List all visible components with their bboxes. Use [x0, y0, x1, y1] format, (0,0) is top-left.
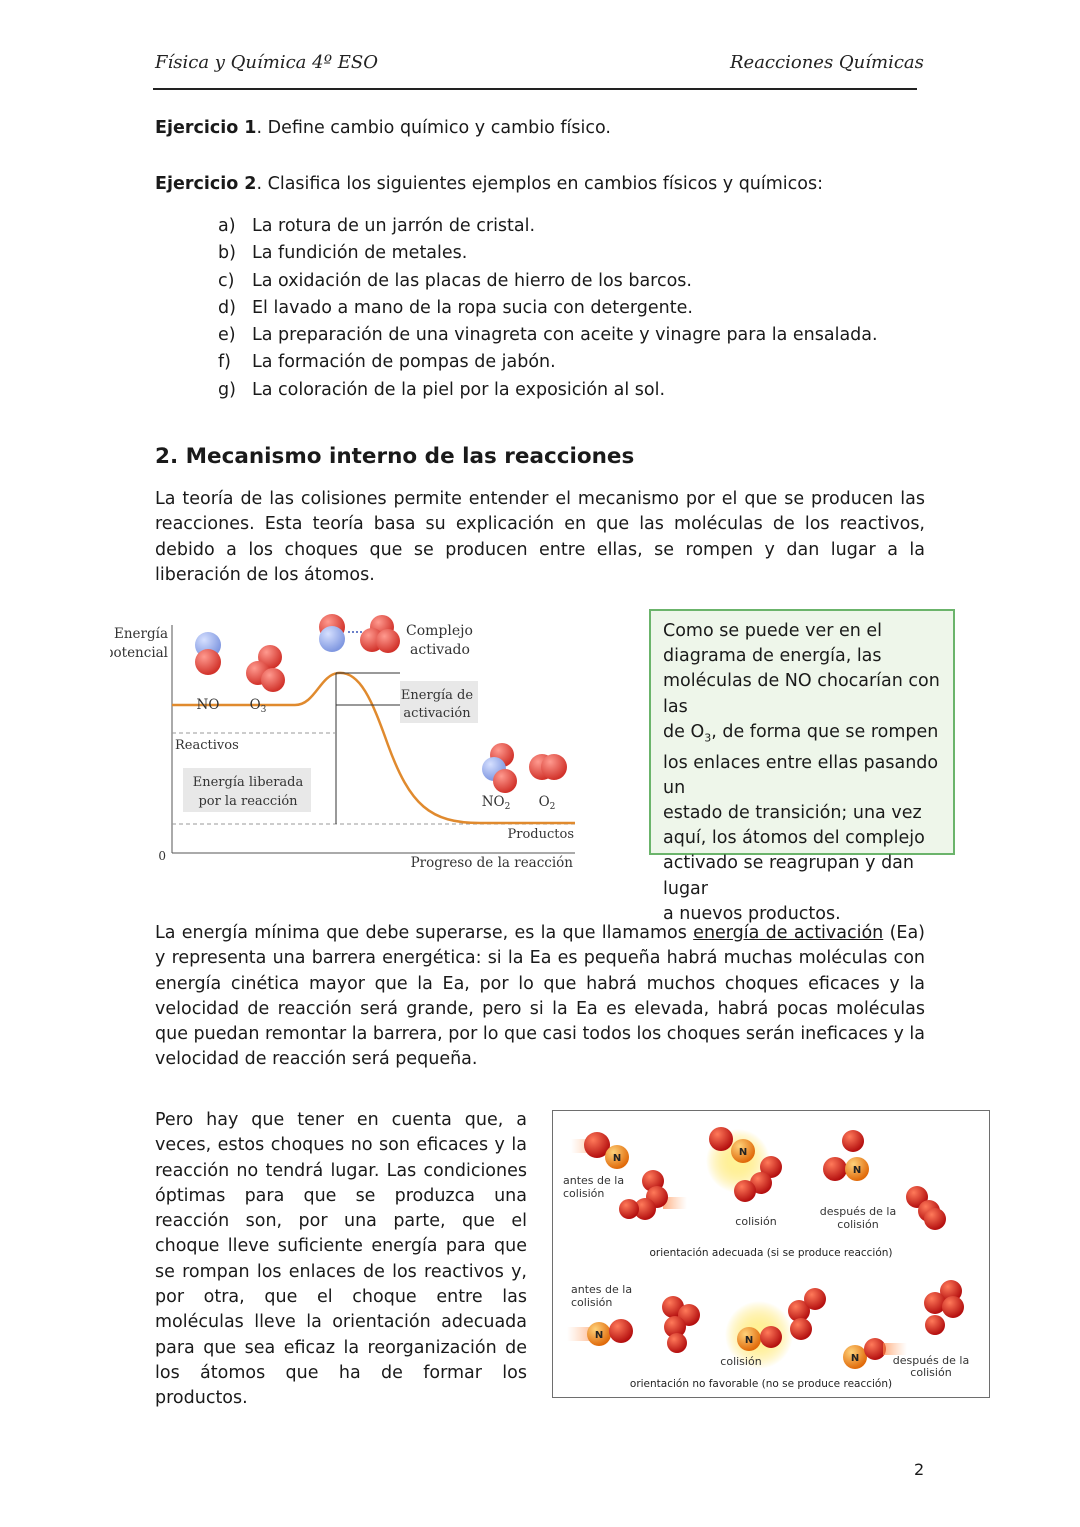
svg-text:N: N	[744, 1335, 754, 1346]
list-item	[218, 240, 878, 267]
molecule-O3	[246, 645, 285, 692]
svg-text:N: N	[852, 1165, 862, 1176]
orientation-paragraph: Pero hay que tener en cuenta que, a veces, estos choques no son eficaces y la reacción no tendrá lugar. Las condiciones óptimas para que se produzca una reacción son, por una parte, que el choque lleve suficiente energía para que se rompan los enlaces de los reactivos y, por otra, que el choque entre las moléculas lleve la orientación adecuada para que sea eficaz la reorganización de los átomos que ha de formar los productos.	[155, 1110, 527, 1409]
zero-label: 0	[158, 849, 166, 863]
box-line: los enlaces entre ellas pasando un	[663, 752, 939, 798]
item-text: La preparación de una vinagreta con aceite y vinagre para la ensalada.	[252, 325, 878, 346]
box-line: estado de transición; una vez	[663, 802, 922, 823]
item-text: La rotura de un jarrón de cristal.	[252, 216, 536, 236]
molecule-O2	[529, 754, 567, 780]
item-letter: c)	[218, 270, 235, 291]
after-label-1b: después de la	[892, 1354, 970, 1367]
box-line: Como se puede ver en el	[663, 621, 883, 641]
item-letter: g)	[218, 379, 236, 400]
list-item	[218, 268, 878, 295]
complex-label-1: Complejo	[406, 623, 473, 639]
caption-good-orientation: orientación adecuada (si se produce reacción)	[649, 1247, 893, 1259]
before-label-2: colisión	[563, 1187, 605, 1200]
item-text: La coloración de la piel por la exposición al sol.	[252, 379, 666, 400]
after-label-2: colisión	[837, 1218, 879, 1231]
label-NO: NO	[196, 697, 220, 713]
svg-text:N: N	[850, 1353, 860, 1364]
list-item	[218, 322, 878, 349]
header-divider	[153, 88, 917, 90]
exercise-2-text: . Clasifica los siguientes ejemplos en cambios físicos y químicos:	[256, 174, 824, 194]
list-item	[218, 213, 878, 240]
y-axis-label-2: potencial	[110, 645, 168, 661]
item-text: El lavado a mano de la ropa sucia con detergente.	[252, 297, 693, 318]
box-line: activado se reagrupan y dan lugar	[663, 853, 914, 899]
svg-text:N: N	[738, 1147, 748, 1158]
complex-label-2: activado	[410, 642, 470, 658]
energy-diagram-svg	[110, 605, 590, 880]
before-label-1: antes de la	[563, 1174, 625, 1187]
label-O2: $O_2$	[538, 794, 556, 812]
collision-figure	[552, 1110, 990, 1398]
item-letter: b)	[218, 243, 236, 264]
item-letter: d)	[218, 297, 236, 318]
header-subject: Física y Química 4º ESO	[155, 52, 378, 73]
list-item	[218, 349, 878, 376]
after-label-1: después de la	[819, 1205, 897, 1218]
caption-bad-orientation: orientación no favorable (no se produce reacción)	[629, 1378, 893, 1390]
exercise-1-text: . Define cambio químico y cambio físico.	[256, 118, 611, 138]
released-label-1: Energía liberada	[192, 775, 304, 790]
products-label: Productos	[507, 827, 574, 842]
after-label-2b: colisión	[910, 1366, 952, 1379]
x-axis-label: Progreso de la reacción	[410, 855, 573, 871]
diagram-explanation-box	[649, 609, 955, 924]
section-intro: La teoría de las colisiones permite entender el mecanismo por el que se producen las reacciones. Esta teoría basa su explicación en que las moléculas de los reactivos, debido a los choques que se producen entre ellas, se rompen y dan lugar a la liberación de los átomos.	[155, 489, 925, 585]
before-label-1b: antes de la	[571, 1283, 633, 1296]
collision-label: colisión	[735, 1215, 777, 1228]
collision-label-b: colisión	[720, 1355, 762, 1368]
list-item	[218, 377, 878, 404]
item-text: La oxidación de las placas de hierro de los barcos.	[252, 270, 692, 291]
list-item	[218, 295, 878, 322]
box-line: aquí, los átomos del complejo	[663, 828, 925, 849]
page-number: 2	[914, 1460, 925, 1479]
section-title: 2. Mecanismo interno de las reacciones	[155, 444, 635, 469]
activation-label-2: activación	[403, 706, 471, 721]
box-line: de $O_3$, de forma que se rompen	[663, 721, 939, 745]
activation-label-1: Energía de	[400, 688, 474, 703]
exercise-1-label: Ejercicio 1	[155, 118, 257, 138]
molecule-NO2	[482, 743, 517, 793]
activation-energy-paragraph: La energía mínima que debe superarse, es la que llamamos energía de activación (Ea) y representa una barrera energética: si la Ea es pequeña habrá muchas moléculas con energía cinética mayor que la Ea, por lo que habrá muchos choques eficaces y la velocidad de reacción será grande, pero si la Ea es elevada, habrá pocas moléculas que puedan remontar la barrera, por lo que casi todos los choques serán ineficaces y la velocidad de reacción será pequeña.	[155, 923, 926, 1070]
svg-text:N: N	[594, 1330, 604, 1341]
activation-energy-term: energía de activación	[693, 923, 884, 943]
y-axis-label-1: Energía	[114, 626, 168, 642]
box-line: a nuevos productos.	[663, 903, 841, 924]
item-letter: e)	[218, 325, 236, 346]
item-letter: f)	[218, 352, 231, 373]
molecule-NO	[195, 632, 221, 675]
item-text: La fundición de metales.	[252, 243, 468, 264]
svg-text:N: N	[612, 1153, 622, 1164]
collision-figure-svg	[553, 1111, 988, 1396]
label-NO2: $NO_2$	[481, 794, 511, 812]
exercise-2	[155, 172, 823, 196]
label-O3: $O_3$	[249, 697, 267, 715]
exercise-2-list	[218, 213, 878, 404]
exercise-2-label: Ejercicio 2	[155, 174, 257, 194]
before-label-2b: colisión	[571, 1296, 613, 1309]
exercise-1	[155, 116, 611, 140]
reactants-label: Reactivos	[175, 738, 239, 753]
box-line: moléculas de NO chocarían con las	[663, 671, 940, 717]
box-line: diagrama de energía, las	[663, 646, 882, 667]
molecule-activated-complex	[319, 614, 400, 653]
released-label-2: por la reacción	[198, 794, 298, 809]
item-letter: a)	[218, 216, 236, 236]
energy-diagram	[110, 605, 590, 880]
header-topic: Reacciones Químicas	[730, 52, 924, 73]
item-text: La formación de pompas de jabón.	[252, 352, 556, 373]
